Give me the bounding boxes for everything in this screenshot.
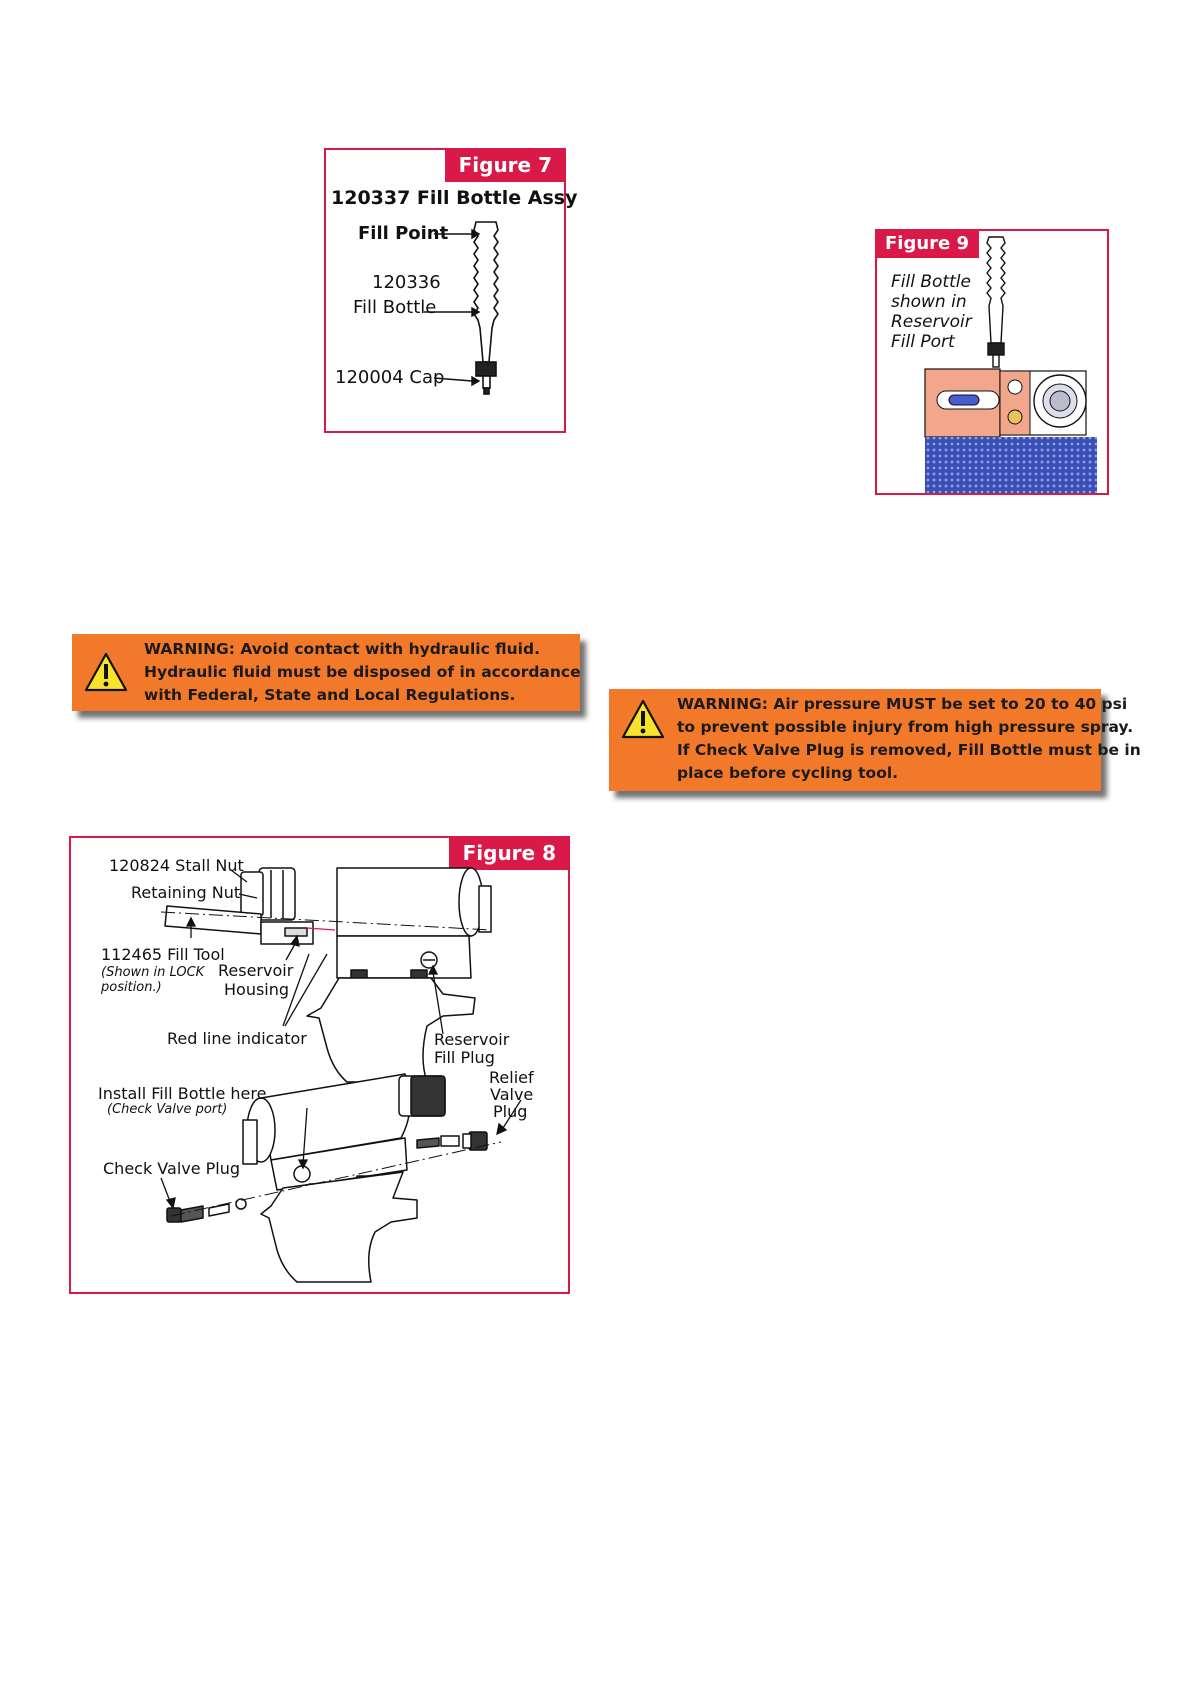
retaining-nut-label: Retaining Nut [131,883,241,902]
figure-9 [875,229,1109,495]
figure-9-caption-2: shown in [891,292,967,312]
red-line-indicator-label: Red line indicator [167,1029,307,1048]
fill-bottle-label: Fill Bottle [353,297,437,318]
check-valve-plug-label: Check Valve Plug [103,1159,241,1178]
warning-triangle-icon [84,652,128,692]
fill-tool-note-2: position.) [101,980,162,995]
tool-assembly-drawing [71,838,572,1296]
relief-valve-plug-label-1: Relief [489,1068,534,1087]
relief-valve-plug-label-2: Valve [490,1085,534,1104]
fill-bottle-drawing [326,150,568,435]
figure-8 [69,836,570,1294]
figure-9-tag: Figure 9 [877,231,979,258]
fill-point-label: Fill Point [358,223,449,244]
warning-air-pressure [609,689,1141,791]
figure-9-caption-4: Fill Port [891,332,955,352]
warning-1-line-2: Hydraulic fluid must be disposed of in accordance [144,663,581,681]
fill-tool-label: 112465 Fill Tool [101,945,225,964]
warning-hydraulic-fluid [72,634,580,711]
check-valve-port-label: (Check Valve port) [107,1102,228,1117]
stall-nut-label: 120824 Stall Nut [109,856,244,875]
warning-2-line-2: to prevent possible injury from high pressure spray. [677,718,1134,736]
warning-2-line-4: place before cycling tool. [677,764,899,782]
warning-1-line-1: WARNING: Avoid contact with hydraulic fluid. [144,640,540,658]
cap-label: 120004 Cap [335,367,445,388]
figure-7 [324,148,578,433]
warning-2-line-1: WARNING: Air pressure MUST be set to 20 to 40 psi [677,695,1128,713]
reservoir-fill-plug-label-1: Reservoir [434,1030,510,1049]
figure-7-title: 120337 Fill Bottle Assy [331,187,578,209]
relief-valve-plug-label-3: Plug [493,1102,528,1121]
install-fill-bottle-label: Install Fill Bottle here [98,1084,267,1103]
reservoir-fill-plug-label-2: Fill Plug [434,1048,495,1067]
warning-triangle-icon [621,699,665,739]
warning-1-line-3: with Federal, State and Local Regulations. [144,686,516,704]
figure-8-tag: Figure 8 [449,838,568,870]
reservoir-housing-label-2: Housing [224,980,290,999]
reservoir-housing-label-1: Reservoir [218,961,294,980]
fill-tool-note-1: (Shown in LOCK [101,965,205,980]
figure-9-caption-1: Fill Bottle [891,272,971,292]
warning-2-line-3: If Check Valve Plug is removed, Fill Bottle must be in [677,741,1141,759]
figure-9-caption-3: Reservoir [891,312,972,332]
fill-bottle-part-label: 120336 [372,272,441,293]
reservoir-fill-port-drawing [877,231,1111,497]
figure-7-tag: Figure 7 [445,150,564,182]
